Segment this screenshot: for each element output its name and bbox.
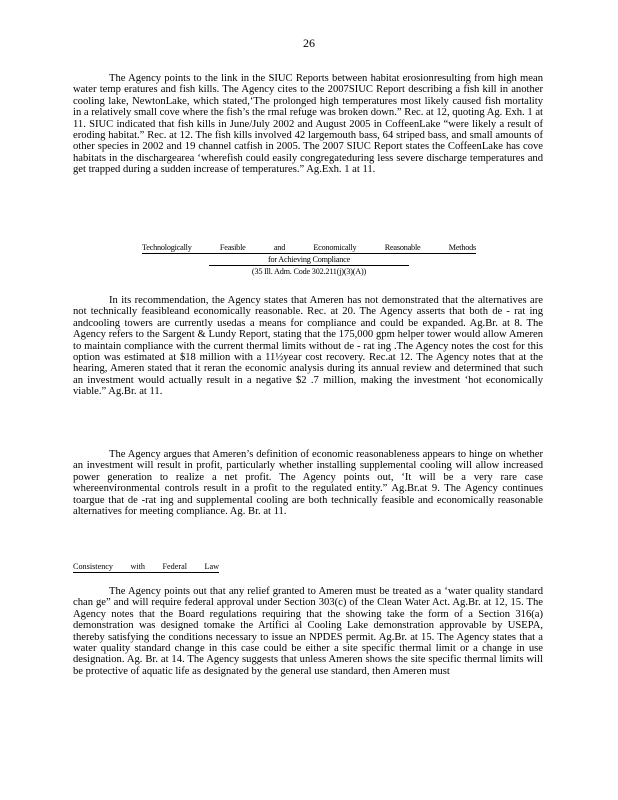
paragraph-economic-reasonableness: The Agency argues that Ameren’s definition of economic reasonableness appears to hinge on whether an investment will result in profit, particularly whether installing supplemental cooling will allow increased power generation to realize a net profit. The Agency points out, ‘It will be a very rare case whereenvironmental controls result in a profit to the regulated entity.” Ag.Br.at 9. The Agency continues toargue that de -rat ing and supplemental cooling are both technically feasible and economically reasonable alternatives for meeting compliance. Ag. Br. at 11. — [73, 449, 543, 518]
section-heading-methods — [142, 242, 476, 277]
heading-methods-line1: Technologically Feasible and Economically Reasonable Methods — [142, 243, 476, 252]
heading-methods-line2: for Achieving Compliance — [209, 254, 409, 266]
section-heading-federal-law: Consistency with Federal Law — [73, 562, 219, 571]
paragraph-habitat-erosion: The Agency points to the link in the SIUC Reports between habitat erosionresulting from high mean water temp eratures and fish kills. The Agency cites to the 2007SIUC Report describing a fish kill in another cooling lake, NewtonLake, which stated,‘The prolonged high temperatures most likely caused fish mortality in a relatively small cove where the fish’s the rmal refuge was broken down.” Rec. at 12, quoting Ag. Exh. 1 at 11. SIUC indicated that fish kills in June/July 2002 and August 2005 in CoffeenLake “were likely a result of eroding habitat.” Rec. at 12. The fish kills involved 42 largemouth bass, 64 striped bass, and small amounts of other species in 2002 and 19 channel catfish in 2005. The 2007 SIUC Report states the CoffeenLake has cove habitats in the dischargearea ‘wherefish could easily congregateduring less severe discharge temperatures and get trapped during a sudden increase of temperatures.” Ag.Exh. 1 at 11. — [73, 73, 543, 176]
paragraph-federal-approval: The Agency points out that any relief granted to Ameren must be treated as a ‘water quality standard chan ge” and will require federal approval under Section 303(c) of the Clean Water Act. Ag.Br. at 12, 15. The Agency notes that the Board regulations requiring that the showing take the form of a Section 316(a) demonstration was designed tomake the Artifici al Cooling Lake demonstration approvable by USEPA, thereby satisfying the conditions necessary to issue an NPDES permit. Ag.Br. at 15. The Agency states that a water quality standard change in this case could be either a site specific thermal limit or a change in use designation. Ag. Br. at 14. The Agency suggests that unless Ameren shows the site specific thermal limits will be protective of aquatic life as designated by the general use standard, then Ameren must — [73, 586, 543, 677]
paragraph-recommendation: In its recommendation, the Agency states that Ameren has not demonstrated that the alternatives are not technically feasibleand economically reasonable. Rec. at 20. The Agency asserts that both de - rat ing andcooling towers are currently usedas a means for compliance and could be expanded. Ag.Br. at 8. The Agency refers to the Sargent & Lundy Report, stating that the 175,000 gpm helper tower would allow Ameren to maintain compliance with the current thermal limits without de - rat ing .The Agency notes the cost for this option was estimated at $18 million with a 11½year cost recovery. Rec.at 12. The Agency notes that at the hearing, Ameren stated that it reran the economic analysis during its annual review and determined that such an investment would actually result in a negative $2 .7 million, making the investment ‘hot economically viable.” Ag.Br. at 11. — [73, 295, 543, 398]
heading-methods-citation: (35 Ill. Adm. Code 302.211(j)(3)(A)) — [251, 267, 367, 276]
page-number: 26 — [303, 36, 315, 50]
